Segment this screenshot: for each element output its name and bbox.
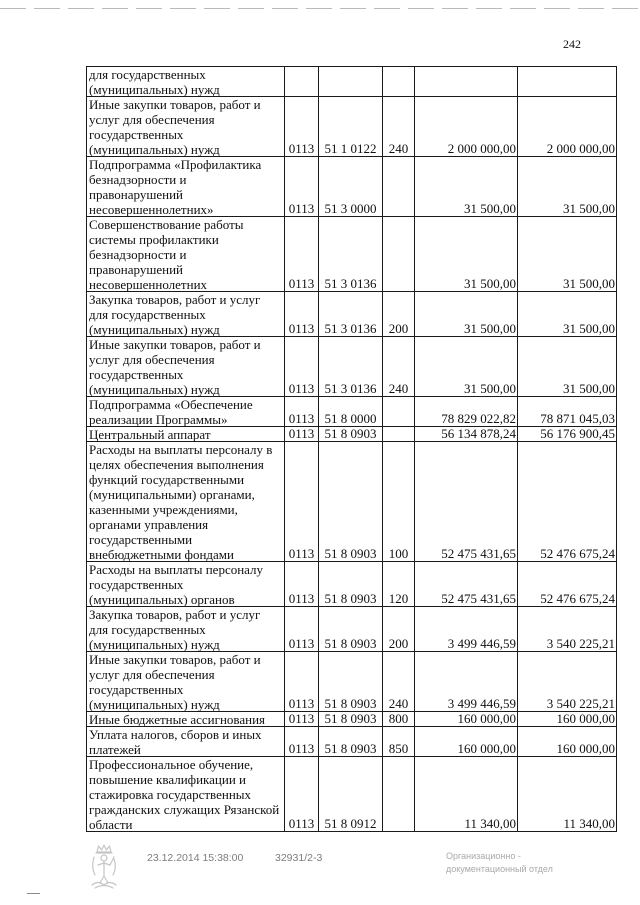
description-line: реализации Программы» xyxy=(89,412,228,427)
expense-type-cell: 120 xyxy=(383,562,415,606)
table-row xyxy=(87,397,617,427)
target-article-cell: 51 8 0903 xyxy=(319,562,383,606)
amount-cell-second: 56 176 900,45 xyxy=(518,427,617,441)
target-article-cell: 51 3 0136 xyxy=(319,217,383,291)
description-line: Подпрограмма «Обеспечение xyxy=(89,397,253,412)
target-article-cell: 51 8 0903 xyxy=(319,727,383,756)
description-line: (муниципальных) органов xyxy=(89,592,235,607)
amount-cell-first: 78 829 022,82 xyxy=(415,397,518,426)
target-article-cell: 51 8 0903 xyxy=(319,442,383,561)
target-article-cell: 51 3 0000 xyxy=(319,157,383,216)
scan-mark xyxy=(27,893,40,894)
description-line: Иные закупки товаров, работ и xyxy=(89,337,261,352)
description-line: Совершенствование работы xyxy=(89,217,244,232)
table-row xyxy=(87,157,617,217)
table-row xyxy=(87,292,617,337)
amount-cell-second: 31 500,00 xyxy=(518,217,617,291)
expense-type-cell xyxy=(383,397,415,426)
table-row xyxy=(87,712,617,727)
table-row xyxy=(87,97,617,157)
amount-cell-second: 160 000,00 xyxy=(518,727,617,756)
amount-cell-second: 3 540 225,21 xyxy=(518,607,617,651)
description-line: повышение квалификации и xyxy=(89,772,247,787)
description-line: несовершеннолетних» xyxy=(89,202,214,217)
description-line: государственных xyxy=(89,127,184,142)
expense-type-cell: 240 xyxy=(383,652,415,711)
description-line: для государственных xyxy=(89,622,206,637)
amount-cell-second: 160 000,00 xyxy=(518,712,617,726)
department-stamp xyxy=(446,850,553,876)
section-code-cell: 0113 xyxy=(285,607,319,651)
target-article-cell: 51 8 0912 xyxy=(319,757,383,831)
description-line: Иные бюджетные ассигнования xyxy=(89,712,266,727)
amount-cell-second xyxy=(518,67,617,96)
table-row xyxy=(87,67,617,97)
expense-type-cell xyxy=(383,427,415,441)
amount-cell-second: 78 871 045,03 xyxy=(518,397,617,426)
description-line: Закупка товаров, работ и услуг xyxy=(89,292,261,307)
description-line: Центральный аппарат xyxy=(89,427,211,442)
description-line: казенными учреждениями, xyxy=(89,502,238,517)
description-line: правонарушений xyxy=(89,187,183,202)
description-cell xyxy=(87,157,285,216)
table-row xyxy=(87,562,617,607)
description-cell xyxy=(87,652,285,711)
amount-cell-first: 160 000,00 xyxy=(415,727,518,756)
table-row xyxy=(87,217,617,292)
description-cell xyxy=(87,607,285,651)
description-line: (муниципальных) нужд xyxy=(89,697,220,712)
expense-type-cell: 850 xyxy=(383,727,415,756)
timestamp-stamp: 23.12.2014 15:38:00 xyxy=(147,852,244,864)
expense-type-cell: 100 xyxy=(383,442,415,561)
description-line: государственных xyxy=(89,367,184,382)
amount-cell-first: 3 499 446,59 xyxy=(415,652,518,711)
section-code-cell: 0113 xyxy=(285,442,319,561)
target-article-cell: 51 8 0903 xyxy=(319,427,383,441)
description-line: Иные закупки товаров, работ и xyxy=(89,652,261,667)
target-article-cell: 51 3 0136 xyxy=(319,292,383,336)
section-code-cell: 0113 xyxy=(285,562,319,606)
description-line: Закупка товаров, работ и услуг xyxy=(89,607,261,622)
description-line: системы профилактики xyxy=(89,232,219,247)
expense-type-cell: 200 xyxy=(383,607,415,651)
amount-cell-first: 31 500,00 xyxy=(415,217,518,291)
description-line: государственных xyxy=(89,682,184,697)
expense-type-cell xyxy=(383,157,415,216)
amount-cell-second: 3 540 225,21 xyxy=(518,652,617,711)
amount-cell-first xyxy=(415,67,518,96)
department-stamp-line: документационный отдел xyxy=(446,864,553,874)
registration-number: 32931/2-3 xyxy=(275,852,323,864)
description-line: внебюджетными фондами xyxy=(89,547,234,562)
amount-cell-second: 31 500,00 xyxy=(518,157,617,216)
description-line: (муниципальных) нужд xyxy=(89,382,220,397)
description-cell xyxy=(87,97,285,156)
department-stamp-line: Организационно - xyxy=(446,851,521,861)
budget-table xyxy=(86,66,617,832)
description-line: безнадзорности и xyxy=(89,172,187,187)
description-line: функций государственными xyxy=(89,472,245,487)
amount-cell-second: 52 476 675,24 xyxy=(518,562,617,606)
description-cell xyxy=(87,427,285,441)
target-article-cell: 51 8 0000 xyxy=(319,397,383,426)
target-article-cell xyxy=(319,67,383,96)
target-article-cell: 51 8 0903 xyxy=(319,607,383,651)
section-code-cell xyxy=(285,67,319,96)
description-line: услуг для обеспечения xyxy=(89,352,215,367)
description-line: Уплата налогов, сборов и иных xyxy=(89,727,262,742)
section-code-cell: 0113 xyxy=(285,757,319,831)
coat-of-arms-logo xyxy=(86,843,122,891)
description-line: (муниципальных) нужд xyxy=(89,142,220,157)
amount-cell-first: 56 134 878,24 xyxy=(415,427,518,441)
amount-cell-first: 31 500,00 xyxy=(415,292,518,336)
section-code-cell: 0113 xyxy=(285,157,319,216)
description-cell xyxy=(87,727,285,756)
expense-type-cell xyxy=(383,217,415,291)
amount-cell-first: 31 500,00 xyxy=(415,157,518,216)
description-cell xyxy=(87,292,285,336)
amount-cell-second: 11 340,00 xyxy=(518,757,617,831)
description-cell xyxy=(87,337,285,396)
amount-cell-first: 3 499 446,59 xyxy=(415,607,518,651)
description-line: целях обеспечения выполнения xyxy=(89,457,264,472)
table-row xyxy=(87,337,617,397)
description-line: государственных xyxy=(89,577,184,592)
section-code-cell: 0113 xyxy=(285,97,319,156)
table-row xyxy=(87,427,617,442)
amount-cell-first: 160 000,00 xyxy=(415,712,518,726)
description-line: (муниципальными) органами, xyxy=(89,487,255,502)
description-line: Подпрограмма «Профилактика xyxy=(89,157,262,172)
table-row xyxy=(87,757,617,832)
expense-type-cell: 200 xyxy=(383,292,415,336)
description-cell xyxy=(87,397,285,426)
description-line: для государственных xyxy=(89,307,206,322)
description-line: Расходы на выплаты персоналу xyxy=(89,562,264,577)
scan-edge-line xyxy=(0,8,640,9)
expense-type-cell: 240 xyxy=(383,337,415,396)
amount-cell-second: 52 476 675,24 xyxy=(518,442,617,561)
description-line: правонарушений xyxy=(89,262,183,277)
description-cell xyxy=(87,442,285,561)
target-article-cell: 51 3 0136 xyxy=(319,337,383,396)
amount-cell-first: 11 340,00 xyxy=(415,757,518,831)
amount-cell-first: 2 000 000,00 xyxy=(415,97,518,156)
table-row xyxy=(87,607,617,652)
description-line: Расходы на выплаты персоналу в xyxy=(89,442,273,457)
description-line: услуг для обеспечения xyxy=(89,112,215,127)
description-line: несовершеннолетних xyxy=(89,277,208,292)
section-code-cell: 0113 xyxy=(285,217,319,291)
description-cell xyxy=(87,562,285,606)
description-line: органами управления xyxy=(89,517,209,532)
amount-cell-second: 31 500,00 xyxy=(518,337,617,396)
section-code-cell: 0113 xyxy=(285,727,319,756)
description-line: (муниципальных) нужд xyxy=(89,322,220,337)
description-line: Профессиональное обучение, xyxy=(89,757,254,772)
section-code-cell: 0113 xyxy=(285,397,319,426)
table-row xyxy=(87,652,617,712)
section-code-cell: 0113 xyxy=(285,292,319,336)
page-number: 242 xyxy=(563,37,581,51)
amount-cell-first: 52 475 431,65 xyxy=(415,442,518,561)
description-cell xyxy=(87,67,285,96)
section-code-cell: 0113 xyxy=(285,652,319,711)
description-line: области xyxy=(89,817,133,832)
description-line: (муниципальных) нужд xyxy=(89,637,220,652)
amount-cell-second: 31 500,00 xyxy=(518,292,617,336)
description-line: государственными xyxy=(89,532,193,547)
description-line: Иные закупки товаров, работ и xyxy=(89,97,261,112)
section-code-cell: 0113 xyxy=(285,337,319,396)
target-article-cell: 51 8 0903 xyxy=(319,712,383,726)
section-code-cell: 0113 xyxy=(285,427,319,441)
description-line: платежей xyxy=(89,742,141,757)
expense-type-cell xyxy=(383,757,415,831)
description-cell xyxy=(87,712,285,726)
amount-cell-first: 52 475 431,65 xyxy=(415,562,518,606)
table-row xyxy=(87,727,617,757)
description-line: гражданских служащих Рязанской xyxy=(89,802,280,817)
target-article-cell: 51 1 0122 xyxy=(319,97,383,156)
description-line: для государственных xyxy=(89,67,206,82)
section-code-cell: 0113 xyxy=(285,712,319,726)
expense-type-cell: 240 xyxy=(383,97,415,156)
table-row xyxy=(87,442,617,562)
description-line: (муниципальных) нужд xyxy=(89,82,220,97)
description-line: услуг для обеспечения xyxy=(89,667,215,682)
amount-cell-second: 2 000 000,00 xyxy=(518,97,617,156)
description-line: стажировка государственных xyxy=(89,787,252,802)
expense-type-cell: 800 xyxy=(383,712,415,726)
target-article-cell: 51 8 0903 xyxy=(319,652,383,711)
amount-cell-first: 31 500,00 xyxy=(415,337,518,396)
description-line: безнадзорности и xyxy=(89,247,187,262)
description-cell xyxy=(87,217,285,291)
expense-type-cell xyxy=(383,67,415,96)
description-cell xyxy=(87,757,285,831)
